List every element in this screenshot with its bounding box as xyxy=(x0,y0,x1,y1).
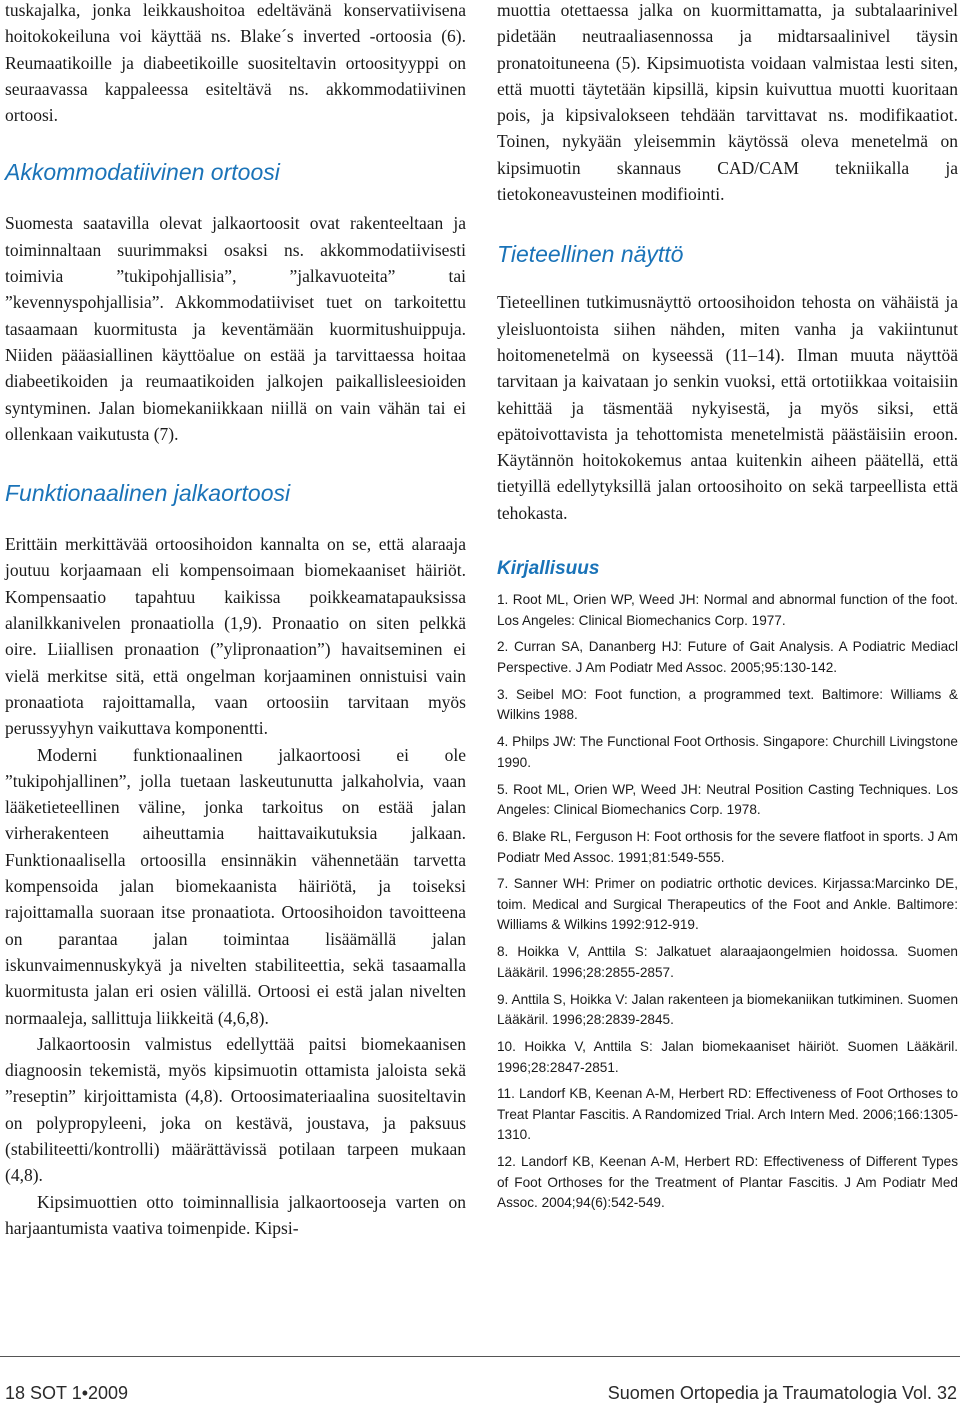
heading-tieteellinen: Tieteellinen näyttö xyxy=(497,241,684,268)
reference-list xyxy=(497,590,958,1214)
intro-paragraph: tuskajalka, jonka leikkaushoitoa edeltävänä konservatiivisena hoitokokeiluna voi käyttää ns. Blake´s inverted -ortoosia (6). Reumaatikoille ja diabeetikoille suositeltavin ortoosityyppi on seuraavassa kappaleessa esiteltävä ns. akkommodatiivinen ortoosi. xyxy=(5,0,466,126)
funktionaalinen-paragraph-2: Moderni funktionaalinen jalkaortoosi ei ole ”tukipohjallinen”, jolla tuetaan laskeutunutta jalkaholvia, vaan lääketieteellinen väline, jonka tarkoitus on estää jalan virherakenteen aiheuttamia haittavaikutuksia jalkaan. Funktionaalisella ortoosilla ensinnäkin vähennetään tarvetta kompensoida jalan biomekaanista häiriötä, ja toiseksi rajoittamalla suoraan itse pronaatiota. Ortoosihoidon tavoitteena on parantaa jalan toimintaa lisäämällä jalan iskunvaimennuskykyä ja nivelten stabiliteettia, sekä tasaamalla kuormitusta jalan eri osien välillä. Ortoosi ei estä jalan nivelten normaaleja, sallittuja liikkeitä (4,6,8). xyxy=(5,744,466,1028)
reference-item: 6. Blake RL, Ferguson H: Foot orthosis for the severe flatfoot in sports. J Am Podiatr Med Assoc. 1991;81:549-555. xyxy=(497,829,958,865)
page-footer xyxy=(0,1356,960,1403)
funktionaalinen-paragraph-3: Jalkaortoosin valmistus edellyttää paitsi biomekaanisen diagnoosin tekemistä, myös kipsimuotin ottamista jaloista sekä ”reseptin” kirjoittamista (4,8). Ortoosimateriaalina suositeltavin on polypropyleeni, joka on kestävä, joustava, ja paksuus (stabiliteetti/kontrolli) määrättävissä potilaan tarpeen mukaan (4,8). xyxy=(5,1033,466,1186)
continuation-paragraph: muottia otettaessa jalka on kuormittamatta, ja subtalaarinivel pidetään neutraaliasennossa ja midtarsaalinivel täysin pronatoituneena (5). Kipsimuotista voidaan valmistaa lesti siten, että muotti täytetään kipsillä, kipsin kuivuttua muotti kuoritaan pois, ja kipsivalokseen tehdään tarvittavat ns. modifikaatiot. Toinen, nykyään yleisemmin käytössä oleva menetelmä on kipsimuotin skannaus CAD/CAM tekniikalla ja tietokoneavusteinen modifiointi. xyxy=(497,0,958,205)
tieteellinen-paragraph: Tieteellinen tutkimusnäyttö ortoosihoidon tehosta on vähäistä ja yleisluontoista siihen nähden, miten vanha ja vakiintunut hoitomenetelmä on kyseessä (11–14). Ilman muuta näyttöä tarvitaan ja kaivataan jo senkin vuoksi, että ortotiikkaa voitaisiin kehittää ja täsmentää nykyisestä, ja myös siksi, että epätoivottavista ja tehottomista menetelmistä päästäisiin eroon. Käytännön hoitokokemus antaa kuitenkin aiheen päätellä, että tietyillä edellytyksillä jalan ortoosihoito on sekä tarpeellista että tehokasta. xyxy=(497,292,958,523)
reference-item: 5. Root ML, Orien WP, Weed JH: Neutral Position Casting Techniques. Los Angeles: Clinical Biomechanics Corp. 1978. xyxy=(497,781,958,818)
reference-item: 1. Root ML, Orien WP, Weed JH: Normal and abnormal function of the foot. Los Angeles: Clinical Biomechanics Corp. 1977. xyxy=(497,592,958,628)
reference-item: 8. Hoikka V, Anttila S: Jalkatuet alaraajaongelmien hoidossa. Suomen Lääkäril. 1996;28:2855-2857. xyxy=(497,944,958,980)
funktionaalinen-paragraph-1: Erittäin merkittävää ortoosihoidon kannalta on se, että alaraaja joutuu korjaamaan eli kompensoimaan biomekaaniset häiriöt. Kompensaatio tapahtuu kaikissa poikkeamatapauksissa alanilkkanivelen pronaatiolla (1,9). Pronaatio on siten pelkkä oire. Liiallisen pronaation (”ylipronaation”) havaitseminen ei vielä merkitse sitä, että ongelman korjaaminen onnistuisi vain pronaatiota rajoittamalla, vaan ortoosiin tarvitaan myös perussyyhyn vaikuttava komponentti. xyxy=(5,534,466,739)
reference-item: 9. Anttila S, Hoikka V: Jalan rakenteen ja biomekaniikan tutkiminen. Suomen Lääkäril. 1996;28:2839-2845. xyxy=(497,991,958,1028)
reference-item: 11. Landorf KB, Keenan A-M, Herbert RD: Effectiveness of Foot Orthoses to Treat Plantar Fascitis. A Randomized Trial. Arch Intern Med. 2006;166:1305-1310. xyxy=(497,1086,958,1143)
reference-item: 7. Sanner WH: Primer on podiatric orthotic devices. Kirjassa:Marcinko DE, toim. Medical and Surgical Therapeutics of the Foot and Ankle. Baltimore: Williams & Wilkins 1992:912-919. xyxy=(497,876,958,933)
right-column xyxy=(497,0,958,1220)
left-column xyxy=(5,0,466,1241)
reference-item: 4. Philps JW: The Functional Foot Orthosis. Singapore: Churchill Livingstone 1990. xyxy=(497,734,958,770)
heading-akkommodatiivinen: Akkommodatiivinen ortoosi xyxy=(5,159,280,186)
akkommodatiivinen-paragraph: Suomesta saatavilla olevat jalkaortoosit ovat rakenteeltaan ja toiminnaltaan suurimmaksi osaksi ns. akkommodatiivisesti toimivia ”tukipohjallisia”, ”jalkavuoteita” tai ”kevennyspohjallisia”. Akkommodatiiviset tuet on tarkoitettu tasaamaan kuormitusta ja keventämään kuormitushuippuja. Niiden pääasiallinen käyttöalue on estää ja tarvittaessa hoitaa diabeetikoiden ja reumaatikoiden jalkojen paikallisleesioiden syntyminen. Jalan biomekaniikkaan niillä on vain vähän tai ei ollenkaan vaikutusta (7). xyxy=(5,213,466,444)
reference-item: 12. Landorf KB, Keenan A-M, Herbert RD: Effectiveness of Different Types of Foot Orthoses for the Treatment of Plantar Fascitis. J Am Podiatr Med Assoc. 2004;94(6):542-549. xyxy=(497,1154,958,1211)
reference-item: 3. Seibel MO: Foot function, a programmed text. Baltimore: Williams & Wilkins 1988. xyxy=(497,686,958,723)
heading-kirjallisuus: Kirjallisuus xyxy=(497,558,600,580)
funktionaalinen-paragraph-4: Kipsimuottien otto toiminnallisia jalkaortooseja varten on harjaantumista vaativa toimenpide. Kipsi- xyxy=(5,1191,466,1238)
reference-item: 2. Curran SA, Dananberg HJ: Future of Gait Analysis. A Podiatric Mediacl Perspective. J Am Podiatr Med Assoc. 2005;95:130-142. xyxy=(497,639,958,675)
reference-item: 10. Hoikka V, Anttila S: Jalan biomekaaniset häiriöt. Suomen Lääkäril. 1996;28:2847-2851. xyxy=(497,1039,958,1075)
heading-funktionaalinen: Funktionaalinen jalkaortoosi xyxy=(5,480,291,507)
footer-journal-title: Suomen Ortopedia ja Traumatologia Vol. 32 xyxy=(607,1383,957,1403)
footer-page-number: 18 SOT 1•2009 xyxy=(5,1383,129,1403)
